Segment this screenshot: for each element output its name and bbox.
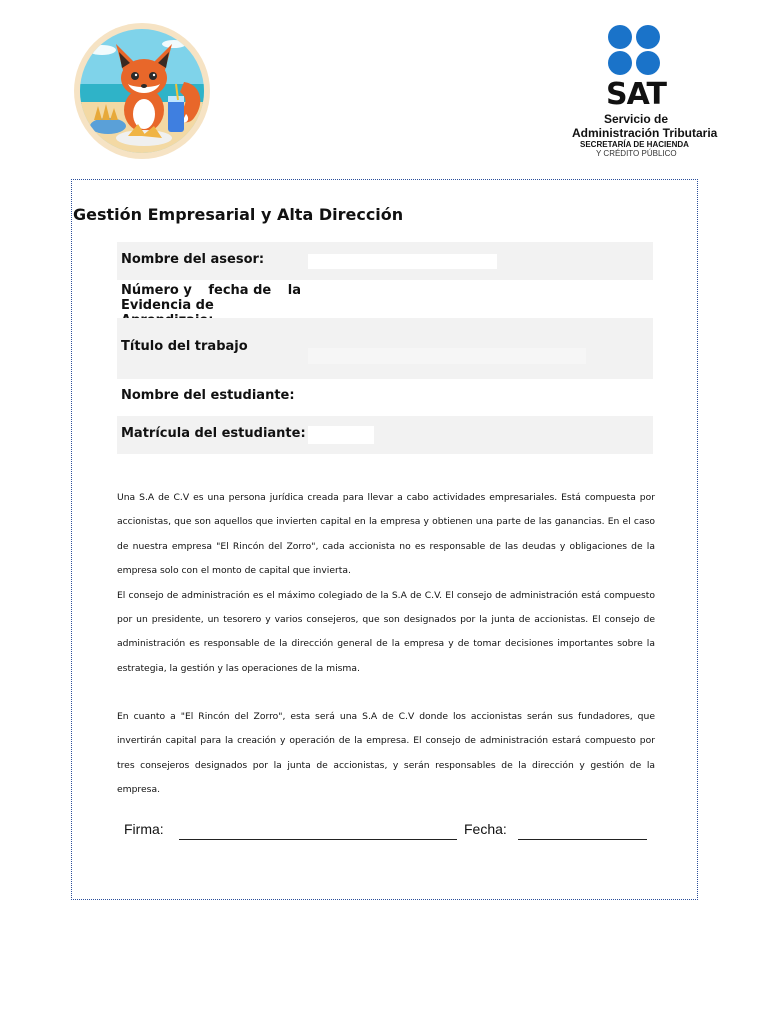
- evidencia-label-line-2: Evidencia de: [121, 298, 214, 313]
- evidencia-label-word-3: la: [287, 283, 301, 298]
- sat-tagline-4: Y CRÉDITO PÚBLICO: [596, 149, 677, 158]
- matricula-row: [117, 416, 653, 454]
- evidencia-label-word-1: Número y: [121, 283, 192, 298]
- sat-wordmark: SAT: [606, 77, 666, 112]
- estudiante-row: [117, 379, 653, 416]
- matricula-field[interactable]: [308, 426, 374, 444]
- asesor-field[interactable]: [308, 254, 497, 269]
- fecha-label: Fecha:: [464, 821, 507, 837]
- sat-tagline-3: SECRETARÍA DE HACIENDA: [580, 140, 689, 149]
- fox-mascot-logo: [72, 22, 212, 160]
- paragraph-2: El consejo de administración es el máximo colegiado de la S.A de C.V. El consejo de administración está compuesto por un presidente, un tesorero y varios consejeros, que son designados por la junta de accionistas. El consejo de administración es responsable de la dirección general de la empresa y de tomar decisiones importantes sobre la estrategia, la gestión y las operaciones de la misma.: [117, 589, 655, 674]
- paragraph-1: Una S.A de C.V es una persona jurídica creada para llevar a cabo actividades empresariales. Está compuesta por accionistas, que son aquellos que invierten capital en la empresa y obtienen una parte de las ganancias. En el caso de nuestra empresa "El Rincón del Zorro", cada accionista no es responsable de las deudas y obligaciones de la empresa solo con el monto de capital que invierta.: [117, 492, 655, 577]
- body-text-block-1: [117, 486, 655, 681]
- firma-label: Firma:: [124, 821, 164, 837]
- fecha-line[interactable]: [518, 839, 647, 840]
- asesor-label: Nombre del asesor:: [121, 252, 265, 267]
- evidencia-label-word-2: fecha de: [208, 283, 272, 298]
- evidencia-row: [117, 280, 653, 318]
- body-text-block-2: [117, 705, 655, 803]
- paragraph-3: En cuanto a "El Rincón del Zorro", esta será una S.A de C.V donde los accionistas serán sus fundadores, que invertirán capital para la creación y operación de la empresa. El consejo de administración estará compuesto por tres consejeros designados por la junta de accionistas, y serán responsables de la dirección y gestión de la empresa.: [117, 711, 655, 796]
- document-title: Gestión Empresarial y Alta Dirección: [73, 205, 404, 224]
- titulo-row: [117, 318, 653, 379]
- titulo-label: Título del trabajo: [121, 339, 248, 354]
- asesor-row: [117, 242, 653, 280]
- matricula-label: Matrícula del estudiante:: [121, 426, 306, 441]
- sat-tagline-2: Administración Tributaria: [572, 126, 718, 140]
- estudiante-label: Nombre del estudiante:: [121, 388, 295, 403]
- sat-dots-icon: [606, 24, 662, 76]
- sat-logo: [572, 22, 718, 158]
- firma-line[interactable]: [179, 839, 457, 840]
- titulo-field[interactable]: [308, 348, 586, 364]
- sat-tagline-1: Servicio de: [603, 112, 669, 126]
